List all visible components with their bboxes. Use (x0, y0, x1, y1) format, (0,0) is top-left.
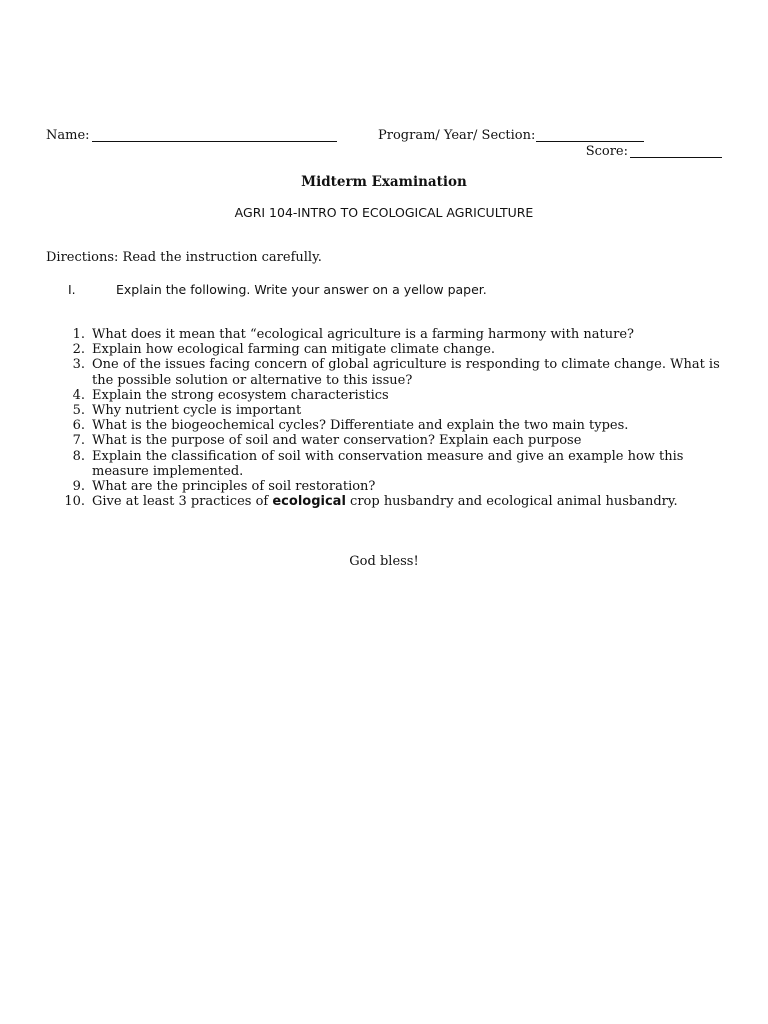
question-text: What is the biogeochemical cycles? Differentiate and explain the two main types. (92, 418, 629, 434)
program-year-section-label: Program/ Year/ Section: (378, 128, 536, 143)
score-label: Score: (585, 144, 628, 159)
question-item (60, 388, 740, 403)
score-blank-line (630, 145, 722, 158)
question-number: 7. (72, 433, 85, 449)
question-text: What are the principles of soil restoration? (92, 479, 376, 495)
name-label: Name: (46, 128, 90, 143)
question-item (60, 479, 740, 494)
question-item (60, 342, 740, 357)
program-blank-line (536, 129, 644, 142)
name-blank-line (92, 129, 337, 142)
part-number: I. (68, 282, 76, 297)
question-item (60, 357, 740, 387)
question-item (60, 433, 740, 448)
question-text-emphasis: ecological (272, 494, 346, 510)
question-item (60, 449, 740, 479)
question-text-after: crop husbandry and ecological animal husbandry. (345, 494, 678, 510)
question-number: 3. (72, 357, 85, 373)
question-text: Explain the strong ecosystem characteristics (92, 387, 389, 403)
closing-text: God bless! (349, 554, 419, 569)
question-text: Explain the classification of soil with conservation measure and give an example how this measure implemented. (92, 448, 684, 479)
directions-text: Directions: Read the instruction carefully. (46, 250, 322, 265)
question-item (60, 403, 740, 418)
question-text: Why nutrient cycle is important (92, 403, 302, 419)
question-text: Explain how ecological farming can mitigate climate change. (92, 342, 496, 358)
question-text: What is the purpose of soil and water conservation? Explain each purpose (92, 433, 582, 449)
question-text: One of the issues facing concern of global agriculture is responding to climate change. What is the possible solution or alternative to this issue? (92, 357, 720, 388)
question-number: 10. (64, 494, 85, 510)
question-number: 5. (72, 403, 85, 419)
question-number: 2. (72, 342, 85, 358)
question-number: 6. (72, 418, 85, 434)
question-number: 4. (72, 387, 85, 403)
question-text: What does it mean that “ecological agriculture is a farming harmony with nature? (92, 327, 634, 342)
score-row (0, 144, 722, 162)
course-title: AGRI 104-INTRO TO ECOLOGICAL AGRICULTURE (234, 205, 534, 220)
part-instruction: Explain the following. Write your answer on a yellow paper. (116, 282, 487, 297)
question-text-before: Give at least 3 practices of (92, 494, 273, 510)
question-item (60, 494, 740, 509)
question-number: 1. (72, 327, 85, 342)
question-item (60, 327, 740, 342)
question-number: 9. (72, 479, 85, 495)
question-list (60, 327, 740, 509)
exam-title: Midterm Examination (301, 174, 467, 190)
question-item (60, 418, 740, 433)
question-number: 8. (72, 448, 85, 464)
question-text (92, 494, 678, 509)
